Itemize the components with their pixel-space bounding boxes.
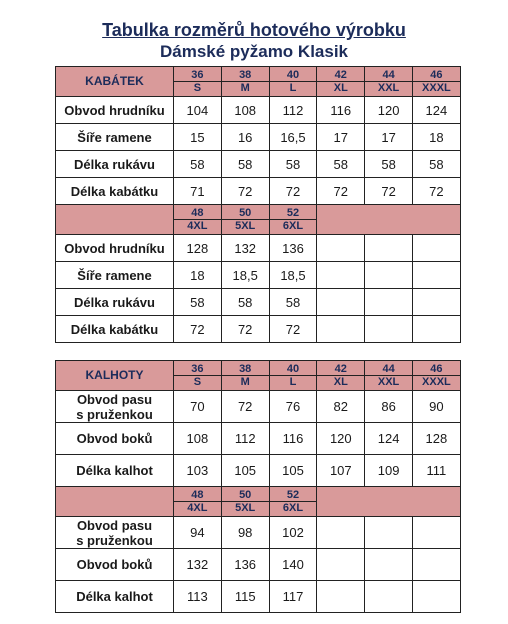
value-cell: 116 (269, 423, 317, 455)
table-row (56, 151, 461, 178)
size-header-row (56, 487, 461, 517)
size-letter: L (289, 82, 297, 94)
value-cell: 58 (269, 151, 317, 178)
table-row (56, 517, 461, 549)
value-cell: 120 (317, 423, 365, 455)
value-cell: 17 (317, 124, 365, 151)
size-header-cell (174, 361, 222, 391)
value-cell: 72 (317, 178, 365, 205)
size-letter: XL (333, 82, 348, 94)
value-cell: 128 (174, 235, 222, 262)
value-cell: 124 (365, 423, 413, 455)
blank-cell (317, 549, 365, 581)
value-cell: 82 (317, 391, 365, 423)
value-cell: 72 (269, 178, 317, 205)
value-cell: 132 (174, 549, 222, 581)
size-letter: XL (333, 376, 348, 388)
size-header-cell (221, 361, 269, 391)
size-header-cell (221, 67, 269, 97)
size-letter: M (240, 376, 250, 388)
size-letter: XXL (377, 376, 400, 388)
value-cell: 116 (317, 97, 365, 124)
value-cell: 72 (365, 178, 413, 205)
value-cell: 108 (221, 97, 269, 124)
row-label-line1: Obvod boků (76, 431, 153, 446)
size-number: 48 (174, 207, 221, 220)
table-row (56, 97, 461, 124)
row-label-line1: Obvod pasu (76, 517, 153, 533)
value-cell: 72 (221, 391, 269, 423)
size-header-cell (365, 67, 413, 97)
size-number: 44 (365, 363, 412, 376)
row-label (56, 391, 174, 423)
value-cell: 111 (412, 455, 460, 487)
row-label (56, 549, 174, 581)
page-subtitle: Dámské pyžamo Klasik (159, 42, 349, 61)
value-cell: 58 (269, 289, 317, 316)
value-cell: 58 (317, 151, 365, 178)
value-cell: 105 (269, 455, 317, 487)
size-letter: S (193, 82, 202, 94)
value-cell: 109 (365, 455, 413, 487)
value-cell: 18 (174, 262, 222, 289)
row-label: Délka rukávu (56, 151, 174, 178)
value-cell: 72 (174, 316, 222, 343)
blank-cell (412, 549, 460, 581)
row-label-line2: s pruženkou (76, 406, 153, 422)
value-cell: 112 (221, 423, 269, 455)
table-row (56, 235, 461, 262)
size-letter: 6XL (282, 502, 304, 514)
value-cell: 115 (221, 581, 269, 613)
size-header-row (56, 205, 461, 235)
section-label (56, 487, 174, 517)
value-cell: 72 (221, 316, 269, 343)
page-title: Tabulka rozměrů hotového výrobku (102, 20, 406, 40)
size-header-cell (365, 361, 413, 391)
size-number: 38 (222, 363, 269, 376)
size-letter: 5XL (235, 502, 256, 514)
value-cell: 107 (317, 455, 365, 487)
row-label: Délka rukávu (56, 289, 174, 316)
value-cell: 58 (174, 289, 222, 316)
table-row (56, 549, 461, 581)
size-header-row (56, 67, 461, 97)
size-header-cell (317, 67, 365, 97)
row-label-line1: Obvod boků (76, 557, 153, 572)
value-cell: 86 (365, 391, 413, 423)
value-cell: 120 (365, 97, 413, 124)
size-letter: 6XL (282, 220, 304, 232)
row-label (56, 581, 174, 613)
row-label: Obvod hrudníku (56, 97, 174, 124)
blank-cell (365, 262, 413, 289)
row-label-line2: s pruženkou (76, 532, 153, 548)
value-cell: 58 (365, 151, 413, 178)
size-header-row (56, 361, 461, 391)
value-cell: 103 (174, 455, 222, 487)
row-label: Délka kabátku (56, 316, 174, 343)
blank-cell (412, 289, 460, 316)
value-cell: 16 (221, 124, 269, 151)
size-header-cell (412, 67, 460, 97)
blank-cell (317, 581, 365, 613)
empty-header-cell (317, 205, 460, 235)
value-cell: 98 (221, 517, 269, 549)
table-row (56, 455, 461, 487)
value-cell: 16,5 (269, 124, 317, 151)
blank-cell (317, 235, 365, 262)
size-header-cell (221, 487, 269, 517)
blank-cell (412, 316, 460, 343)
value-cell: 108 (174, 423, 222, 455)
size-header-cell (317, 361, 365, 391)
value-cell: 17 (365, 124, 413, 151)
blank-cell (365, 235, 413, 262)
row-label (56, 517, 174, 549)
row-label (56, 455, 174, 487)
jacket-size-table (55, 66, 461, 343)
blank-cell (365, 581, 413, 613)
empty-header-cell (317, 487, 460, 517)
table-row (56, 289, 461, 316)
size-header-cell (269, 67, 317, 97)
value-cell: 124 (412, 97, 460, 124)
blank-cell (365, 549, 413, 581)
row-label-line1: Délka kalhot (76, 589, 153, 604)
blank-cell (365, 289, 413, 316)
table-row (56, 178, 461, 205)
size-letter: L (289, 376, 297, 388)
size-letter: 4XL (187, 220, 208, 232)
blank-cell (365, 517, 413, 549)
row-label: Délka kabátku (56, 178, 174, 205)
value-cell: 102 (269, 517, 317, 549)
value-cell: 104 (174, 97, 222, 124)
row-label: Šíře ramene (56, 262, 174, 289)
value-cell: 18,5 (269, 262, 317, 289)
section-label: KALHOTY (56, 361, 174, 391)
row-label: Obvod hrudníku (56, 235, 174, 262)
pants-size-table (55, 360, 461, 613)
blank-cell (412, 262, 460, 289)
value-cell: 58 (221, 289, 269, 316)
size-header-cell (269, 487, 317, 517)
blank-cell (317, 262, 365, 289)
size-number: 36 (174, 363, 221, 376)
blank-cell (317, 316, 365, 343)
blank-cell (412, 235, 460, 262)
value-cell: 113 (174, 581, 222, 613)
size-number: 50 (222, 207, 269, 220)
table-row (56, 316, 461, 343)
row-label: Šíře ramene (56, 124, 174, 151)
value-cell: 58 (174, 151, 222, 178)
value-cell: 112 (269, 97, 317, 124)
value-cell: 70 (174, 391, 222, 423)
size-letter: XXL (377, 82, 400, 94)
value-cell: 128 (412, 423, 460, 455)
blank-cell (317, 517, 365, 549)
size-header-cell (269, 205, 317, 235)
size-number: 38 (222, 69, 269, 82)
size-number: 42 (317, 363, 364, 376)
size-header-cell (412, 361, 460, 391)
row-label (56, 423, 174, 455)
value-cell: 72 (221, 178, 269, 205)
size-number: 46 (413, 363, 460, 376)
size-letter: 5XL (235, 220, 256, 232)
value-cell: 18,5 (221, 262, 269, 289)
value-cell: 72 (269, 316, 317, 343)
blank-cell (317, 289, 365, 316)
section-label: KABÁTEK (56, 67, 174, 97)
size-number: 48 (174, 489, 221, 502)
size-number: 36 (174, 69, 221, 82)
size-header-cell (174, 205, 222, 235)
value-cell: 72 (412, 178, 460, 205)
row-label-line1: Délka kalhot (76, 463, 153, 478)
table-row (56, 423, 461, 455)
table-row (56, 581, 461, 613)
blank-cell (412, 581, 460, 613)
value-cell: 18 (412, 124, 460, 151)
blank-cell (412, 517, 460, 549)
size-number: 44 (365, 69, 412, 82)
section-label (56, 205, 174, 235)
size-header-cell (269, 361, 317, 391)
value-cell: 140 (269, 549, 317, 581)
size-letter: 4XL (187, 502, 208, 514)
value-cell: 58 (412, 151, 460, 178)
value-cell: 117 (269, 581, 317, 613)
size-number: 40 (270, 69, 317, 82)
size-number: 50 (222, 489, 269, 502)
size-letter: M (240, 82, 250, 94)
table-row (56, 262, 461, 289)
size-number: 40 (270, 363, 317, 376)
value-cell: 15 (174, 124, 222, 151)
value-cell: 94 (174, 517, 222, 549)
value-cell: 90 (412, 391, 460, 423)
size-header-cell (174, 67, 222, 97)
size-header-cell (221, 205, 269, 235)
size-number: 52 (270, 489, 317, 502)
blank-cell (365, 316, 413, 343)
value-cell: 71 (174, 178, 222, 205)
size-letter: XXXL (422, 376, 451, 388)
size-header-cell (174, 487, 222, 517)
size-letter: XXXL (422, 82, 451, 94)
table-row (56, 391, 461, 423)
size-number: 52 (270, 207, 317, 220)
value-cell: 136 (221, 549, 269, 581)
row-label-line1: Obvod pasu (76, 391, 153, 407)
size-number: 46 (413, 69, 460, 82)
size-letter: S (193, 376, 202, 388)
value-cell: 132 (221, 235, 269, 262)
value-cell: 58 (221, 151, 269, 178)
value-cell: 105 (221, 455, 269, 487)
table-row (56, 124, 461, 151)
size-number: 42 (317, 69, 364, 82)
value-cell: 136 (269, 235, 317, 262)
value-cell: 76 (269, 391, 317, 423)
